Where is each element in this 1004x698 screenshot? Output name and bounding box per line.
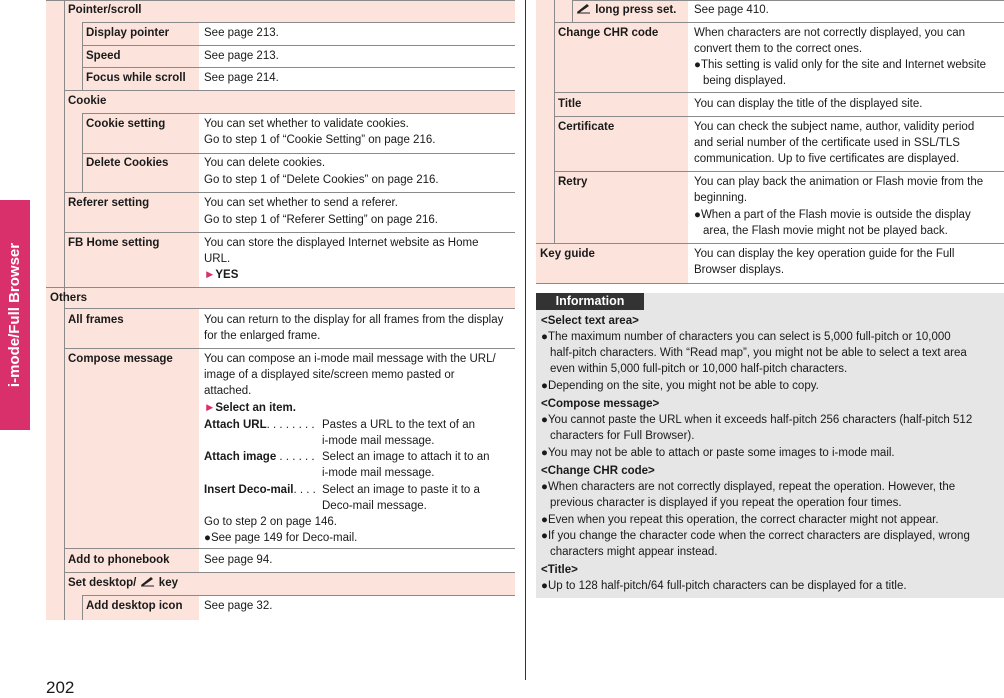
attach-url-desc: Pastes a URL to the text of an — [322, 419, 475, 431]
cookie-header: Cookie — [68, 95, 107, 107]
key-guide-desc-2: Browser displays. — [694, 264, 785, 276]
retry-desc: You can play back the animation or Flash movie from the — [694, 176, 984, 188]
delete-cookies-label: Delete Cookies — [86, 157, 169, 169]
info-line: ●When characters are not correctly displayed, repeat the operation. However, the — [541, 481, 956, 493]
cookie-setting-desc: You can set whether to validate cookies. — [204, 118, 409, 130]
attach-url-item: Attach URL. . . . . . . . — [204, 419, 315, 431]
info-heading-compose: <Compose message> — [541, 398, 660, 410]
info-line: ●Depending on the site, you might not be able to copy. — [541, 380, 819, 392]
insert-deco-desc-2: Deco-mail message. — [322, 500, 427, 512]
delete-cookies-desc: You can delete cookies. — [204, 157, 326, 169]
certificate-desc: You can check the subject name, author, validity period — [694, 121, 975, 133]
attach-image-desc-2: i-mode mail message. — [322, 467, 435, 479]
info-heading-change-chr: <Change CHR code> — [541, 465, 655, 477]
all-frames-label: All frames — [68, 314, 124, 326]
cookie-setting-step: Go to step 1 of “Cookie Setting” on page 216. — [204, 134, 436, 146]
info-line: characters might appear instead. — [550, 546, 718, 558]
pen-key-icon — [140, 575, 156, 587]
all-frames-desc: You can return to the display for all frames from the display — [204, 314, 504, 326]
cookie-setting-label: Cookie setting — [86, 118, 166, 130]
add-desktop-icon-label: Add desktop icon — [86, 600, 183, 612]
change-chr-desc: When characters are not correctly displayed, you can — [694, 27, 966, 39]
info-line: ●Up to 128 half-pitch/64 full-pitch characters can be displayed for a title. — [541, 580, 907, 592]
info-line: ●You cannot paste the URL when it exceeds half-pitch 256 characters (half-pitch 512 — [541, 414, 973, 426]
info-line: half-pitch characters. With “Read map”, you might not be able to select a text area — [550, 347, 967, 359]
side-tab-label: i-mode/Full Browser — [6, 242, 23, 388]
compose-step: Go to step 2 on page 146. — [204, 516, 337, 528]
fb-home-desc: You can store the displayed Internet website as Home — [204, 237, 479, 249]
all-frames-desc-2: for the enlarged frame. — [204, 330, 321, 342]
fb-home-desc-2: URL. — [204, 253, 231, 265]
certificate-desc-3: communication. Up to five certificates are displayed. — [694, 153, 960, 165]
change-chr-note: ●This setting is valid only for the site and Internet website — [694, 59, 987, 71]
title-desc: You can display the title of the displayed site. — [694, 98, 923, 110]
display-pointer-label: Display pointer — [86, 27, 170, 39]
fb-home-yes: ►YES — [204, 269, 239, 281]
column-divider — [525, 0, 526, 680]
retry-desc-2: beginning. — [694, 192, 748, 204]
insert-deco-desc: Select an image to paste it to a — [322, 484, 480, 496]
info-heading-title: <Title> — [541, 564, 578, 576]
retry-label: Retry — [558, 176, 588, 188]
change-chr-desc-2: convert them to the correct ones. — [694, 43, 863, 55]
key-guide-desc: You can display the key operation guide for the Full — [694, 248, 955, 260]
page-number: 202 — [46, 678, 75, 697]
compose-desc-1: You can compose an i-mode mail message with the URL/ — [204, 353, 496, 365]
referer-step: Go to step 1 of “Referer Setting” on page 216. — [204, 214, 438, 226]
info-line: previous character is displayed if you repeat the operation four times. — [550, 497, 902, 509]
long-press-label: long press set. — [576, 2, 676, 18]
speed-desc: See page 213. — [204, 50, 279, 62]
info-line: ●If you change the character code when the correct characters are displayed, wrong — [541, 530, 970, 542]
title-label: Title — [558, 98, 582, 110]
info-line: ●You may not be able to attach or paste some images to i-mode mail. — [541, 447, 895, 459]
arrow-icon: ► — [204, 269, 216, 281]
pointer-scroll-header: Pointer/scroll — [68, 4, 142, 16]
bullet-icon: ● — [694, 59, 701, 71]
arrow-icon: ► — [204, 402, 216, 414]
long-press-desc: See page 410. — [694, 4, 769, 16]
info-line: ●The maximum number of characters you can select is 5,000 full-pitch or 10,000 — [541, 331, 951, 343]
insert-deco-item: Insert Deco-mail. . . . — [204, 484, 316, 496]
focus-scroll-desc: See page 214. — [204, 72, 279, 84]
add-phonebook-label: Add to phonebook — [68, 554, 170, 566]
attach-image-item: Attach image . . . . . . — [204, 451, 315, 463]
certificate-desc-2: and serial number of the certificate used in SSL/TLS — [694, 137, 960, 149]
change-chr-note-2: being displayed. — [703, 75, 787, 87]
info-line: characters for Full Browser). — [550, 430, 695, 442]
info-heading-select-text: <Select text area> — [541, 315, 639, 327]
referer-label: Referer setting — [68, 197, 150, 209]
key-guide-label: Key guide — [540, 248, 595, 260]
referer-desc: You can set whether to send a referer. — [204, 197, 398, 209]
set-desktop-header: Set desktop/ key — [68, 577, 178, 589]
compose-see: ●See page 149 for Deco-mail. — [204, 532, 358, 544]
change-chr-label: Change CHR code — [558, 27, 659, 39]
info-line: even within 5,000 full-pitch or 10,000 half-pitch characters. — [550, 363, 848, 375]
others-header: Others — [50, 292, 88, 304]
attach-url-desc-2: i-mode mail message. — [322, 435, 435, 447]
certificate-label: Certificate — [558, 121, 615, 133]
add-phonebook-desc: See page 94. — [204, 554, 273, 566]
add-desktop-icon-desc: See page 32. — [204, 600, 273, 612]
delete-cookies-step: Go to step 1 of “Delete Cookies” on page 216. — [204, 174, 439, 186]
compose-desc-2: image of a displayed site/screen memo pasted or — [204, 369, 455, 381]
compose-desc-3: attached. — [204, 385, 252, 397]
bullet-icon: ● — [204, 532, 211, 544]
attach-image-desc: Select an image to attach it to an — [322, 451, 490, 463]
compose-select: ►Select an item. — [204, 402, 296, 414]
display-pointer-desc: See page 213. — [204, 27, 279, 39]
focus-scroll-label: Focus while scroll — [86, 72, 186, 84]
compose-label: Compose message — [68, 353, 173, 365]
retry-note-2: area, the Flash movie might not be played back. — [703, 225, 948, 237]
pen-key-icon — [576, 2, 592, 14]
retry-note: ●When a part of the Flash movie is outside the display — [694, 209, 971, 221]
speed-label: Speed — [86, 50, 121, 62]
bullet-icon: ● — [694, 209, 701, 221]
info-line: ●Even when you repeat this operation, the correct character might not appear. — [541, 514, 939, 526]
information-tag: Information — [536, 293, 644, 310]
fb-home-label: FB Home setting — [68, 237, 160, 249]
